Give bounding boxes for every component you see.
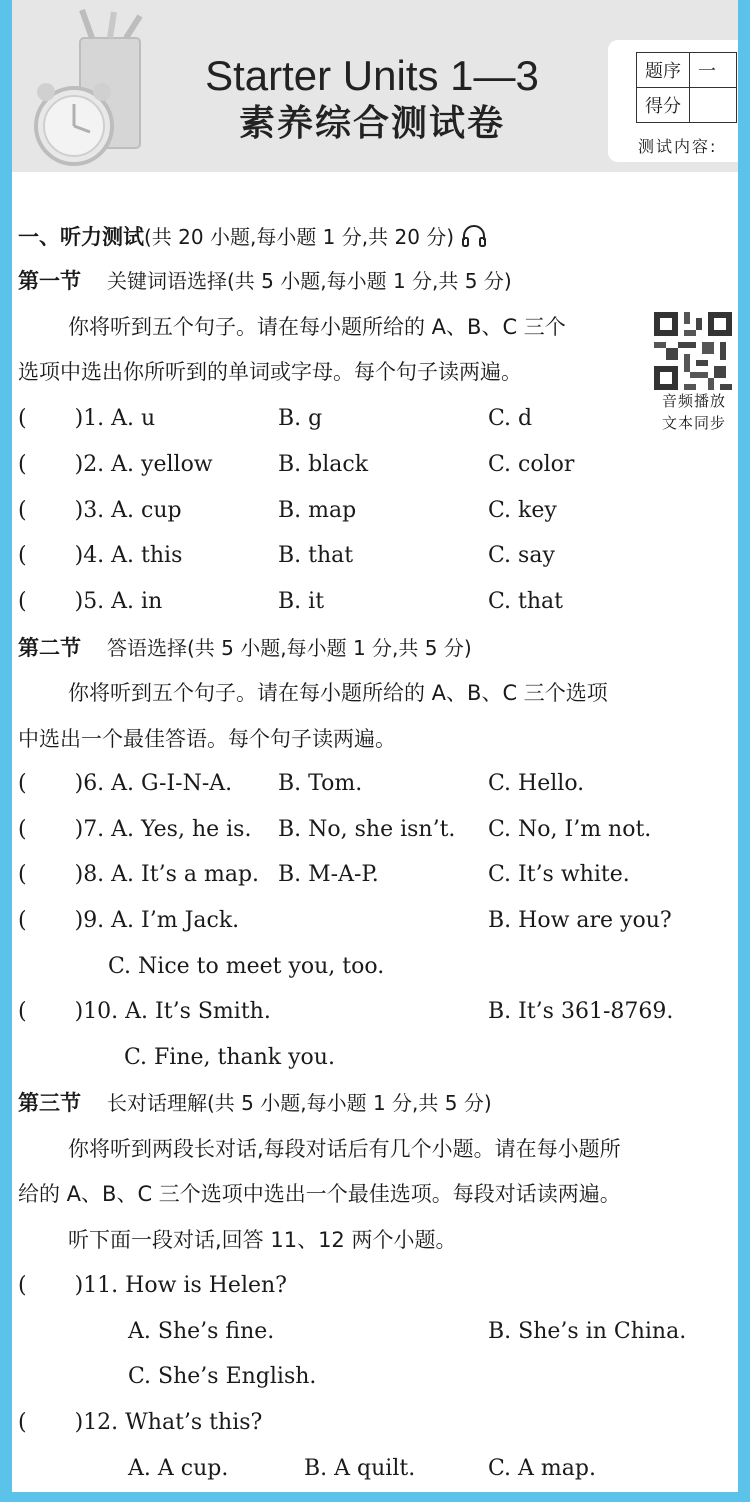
q7-option-c: C. No, I’m not. (488, 817, 652, 842)
header-banner (12, 0, 738, 172)
section2-instr-line1: 你将听到五个句子。请在每小题所给的 A、B、C 三个选项 (68, 681, 608, 705)
section3-instr-line1: 你将听到两段长对话,每段对话后有几个小题。请在每小题所 (68, 1137, 621, 1161)
q12-row (18, 1408, 262, 1438)
answer-paren-open: ( (18, 1410, 27, 1435)
section2-name: 答语选择(共 5 小题,每小题 1 分,共 5 分) (107, 636, 472, 660)
q12-option-b: B. A quilt. (304, 1456, 416, 1481)
answer-paren-close: ) (74, 406, 84, 431)
section1-title: 第一节 (18, 269, 81, 293)
answer-paren-close: ) (74, 452, 84, 477)
q4-option-c: C. say (488, 543, 555, 568)
answer-paren-close: ) (74, 817, 84, 842)
title-line1: Starter Units 1—3 (205, 52, 539, 99)
answer-paren-close: ) (74, 1273, 84, 1298)
title-line2: 素养综合测试卷 (238, 103, 505, 144)
qr-code-icon (654, 312, 732, 390)
score-row2-label: 得分 (637, 88, 690, 123)
q3-option-a: 3. A. cup (83, 498, 182, 523)
q11-option-b: B. She’s in China. (488, 1319, 687, 1344)
q12-option-a: A. A cup. (128, 1456, 229, 1481)
answer-paren-close: ) (74, 862, 84, 887)
answer-paren-close: ) (74, 1410, 84, 1435)
answer-paren-close: ) (74, 498, 84, 523)
score-box (608, 40, 738, 162)
section1-name: 关键词语选择(共 5 小题,每小题 1 分,共 5 分) (107, 269, 512, 293)
q10-option-c: C. Fine, thank you. (124, 1045, 335, 1070)
q1-option-c: C. d (488, 406, 533, 431)
section3-heading (18, 1088, 492, 1119)
q11-row (18, 1271, 287, 1301)
answer-paren-close: ) (74, 771, 84, 796)
answer-paren-open: ( (18, 999, 27, 1024)
answer-paren-open: ( (18, 452, 27, 477)
q3-row (18, 496, 182, 526)
q1-row (18, 404, 155, 434)
score-table (636, 52, 737, 123)
section2-title: 第二节 (18, 636, 81, 660)
q1-option-b: B. g (278, 406, 323, 431)
section3-name: 长对话理解(共 5 小题,每小题 1 分,共 5 分) (107, 1091, 492, 1115)
section3-instr-line3: 听下面一段对话,回答 11、12 两个小题。 (68, 1228, 457, 1252)
q5-option-c: C. that (488, 589, 564, 614)
answer-paren-open: ( (18, 817, 27, 842)
q7-option-b: B. No, she isn’t. (278, 817, 456, 842)
q5-option-a: 5. A. in (83, 589, 163, 614)
section3-instr-line2: 给的 A、B、C 三个选项中选出一个最佳选项。每段对话读两遍。 (18, 1182, 621, 1206)
qr-caption-line2: 文本同步 (661, 414, 726, 432)
part1-title: 一、听力测试 (18, 225, 144, 249)
q7-row (18, 815, 251, 845)
answer-paren-close: ) (74, 589, 84, 614)
answer-paren-open: ( (18, 862, 27, 887)
q3-option-b: B. map (278, 498, 357, 523)
q9-row (18, 906, 239, 936)
q4-option-a: 4. A. this (83, 543, 183, 568)
q11-option-a: A. She’s fine. (128, 1319, 275, 1344)
q12-stem: 12. What’s this? (83, 1410, 263, 1435)
q10-option-b: B. It’s 361-8769. (488, 999, 674, 1024)
answer-paren-open: ( (18, 771, 27, 796)
q8-row (18, 860, 259, 890)
part1-note: (共 20 小题,每小题 1 分,共 20 分) (144, 225, 455, 249)
answer-paren-open: ( (18, 589, 27, 614)
q4-option-b: B. that (278, 543, 354, 568)
q6-row (18, 769, 232, 799)
score-row1-label: 题序 (637, 53, 690, 88)
q6-option-c: C. Hello. (488, 771, 585, 796)
q6-option-a: 6. A. G-I-N-A. (83, 771, 233, 796)
q5-option-b: B. it (278, 589, 325, 614)
answer-paren-close: ) (74, 908, 84, 933)
answer-paren-open: ( (18, 406, 27, 431)
q7-option-a: 7. A. Yes, he is. (83, 817, 252, 842)
q9-option-b: B. How are you? (488, 908, 672, 933)
answer-paren-open: ( (18, 1273, 27, 1298)
q8-option-a: 8. A. It’s a map. (83, 862, 260, 887)
qr-caption-line1: 音频播放 (661, 392, 726, 410)
q8-option-b: B. M-A-P. (278, 862, 379, 887)
q9-option-a: 9. A. I’m Jack. (83, 908, 240, 933)
section1-heading (18, 266, 512, 297)
answer-paren-open: ( (18, 543, 27, 568)
headphones-icon (461, 224, 487, 248)
answer-paren-open: ( (18, 908, 27, 933)
q1-option-a: 1. A. u (83, 406, 156, 431)
q2-option-c: C. color (488, 452, 575, 477)
part1-heading (18, 222, 487, 253)
answer-paren-close: ) (74, 999, 84, 1024)
q3-option-c: C. key (488, 498, 557, 523)
q4-row (18, 541, 182, 571)
q12-option-c: C. A map. (488, 1456, 596, 1481)
q10-option-a: 10. A. It’s Smith. (83, 999, 271, 1024)
section1-instr-line1: 你将听到五个句子。请在每小题所给的 A、B、C 三个 (68, 315, 566, 339)
section1-instr-line2: 选项中选出你所听到的单词或字母。每个句子读两遍。 (18, 360, 522, 384)
score-row2-value[interactable] (690, 88, 737, 123)
test-sheet (12, 0, 738, 1492)
q6-option-b: B. Tom. (278, 771, 363, 796)
q11-option-c: C. She’s English. (128, 1364, 317, 1389)
clock-and-pencils-icon (22, 8, 152, 168)
q5-row (18, 587, 162, 617)
q9-option-c: C. Nice to meet you, too. (108, 954, 385, 979)
section3-title: 第三节 (18, 1091, 81, 1115)
q11-stem: 11. How is Helen? (83, 1273, 287, 1298)
q8-option-c: C. It’s white. (488, 862, 630, 887)
test-content-label: 测试内容: (638, 137, 718, 156)
q2-option-a: 2. A. yellow (83, 452, 213, 477)
score-row1-value: 一 (690, 53, 737, 88)
q2-row (18, 450, 213, 480)
section2-heading (18, 633, 472, 664)
answer-paren-close: ) (74, 543, 84, 568)
section2-instr-line2: 中选出一个最佳答语。每个句子读两遍。 (18, 727, 396, 751)
answer-paren-open: ( (18, 498, 27, 523)
q10-row (18, 997, 271, 1027)
q2-option-b: B. black (278, 452, 369, 477)
